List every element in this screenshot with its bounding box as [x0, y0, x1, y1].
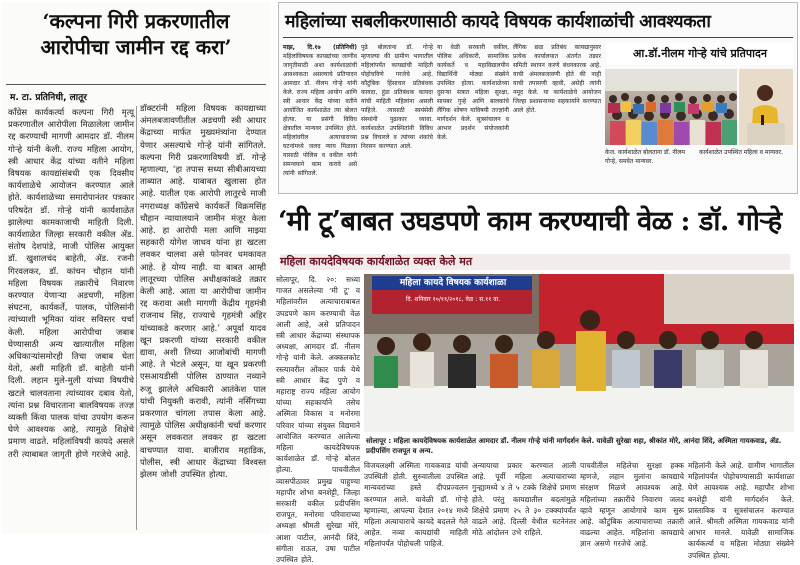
- column-divider: [136, 106, 137, 530]
- bottom-right-column-d: महिलांनी केले आहे. ग्रामीण भागातील महिलांपर्यंत पोहोचण्यासाठी कार्यशाळा घेणे आवश्यक आहे. महापौर शोभा बनशेट्टी यांनी मार्गदर्शन केले. प्रास्ताविक व सूत्रसंचालन करण्यात आले. श्रीमती अस्मिता गायकवाड यांनी आभार मानले. यावेळी सामाजिक कार्यकर्त्या व महिला मोठ्या संख्येने उपस्थित होत्या.: [688, 461, 794, 560]
- top-right-column-1: [283, 43, 357, 188]
- left-headline-line1: ‘कल्पना गिरी प्रकरणातील: [42, 9, 230, 33]
- left-byline: म. टा. प्रतिनिधी, लातूर: [10, 93, 87, 103]
- workshop-photo-caption: सोलापूर : महिला कायदेविषयक कार्यशाळेत आमदार डॉ. नीलम गोऱ्हे यांनी मार्गदर्शन केले. यावेळी सुरेखा शहा, श्रीकांत मोरे, आनंदा शिंदे, अस्मिता गायकवाड, ॲड. प्रदीपसिंग राजपूत व अन्य.: [366, 437, 782, 455]
- top-right-column-1-text: महिलांविषयक कायद्यांच्या जाणीव जागृतीसाठी अशा कार्यशाळांची आवश्यकता असल्याचे प्रतिपादन आमदार डॉ. नीलम गोऱ्हे यांनी केले. राज्य महिला आयोग आणि स्त्री आधार केंद्र यांच्या वतीने आयोजित कार्यशाळेत त्या बोलत होत्या. या प्रसंगी विविध क्षेत्रातील मान्यवर उपस्थित होते. महिलांवरील अत्याचाराच्या घटनांमध्ये जलद न्याय मिळावा यासाठी पोलिस व वकील यांनी समन्वयाने काम करावे असे त्यांनी सांगितले.: [283, 53, 357, 177]
- audience-photo: [605, 69, 737, 145]
- top-right-column-4: लैंगिक छळ प्रतिबंध कायद्यानुसार प्रत्येक कार्यालयात अंतर्गत तक्रार समिती स्थापन करणे बंधनकारक आहे. याची अंमलबजावणी होते की नाही याची तपासणी व्हावी, असेही त्यांनी नमूद केले. या कार्यशाळेचे आयोजन जिल्हा प्रशासनाच्या सहकार्याने करण्यात आले होते.: [513, 44, 601, 114]
- bottom-right-column-c: पाचवीतील महिलेचा सुरक्षा हक्क म्हणजे, लहान मुलांना कायद्याचे संरक्षण मिळणे आवश्यक आहे. महिलांच्या तक्रारींचे निवारण जलद व्हावे म्हणून आयोगाचे काम सुरू आहे. कौटुंबिक अत्याचाराच्या तक्रारी वाढल्या आहेत. महिलांना कायद्याचे ज्ञान असणे गरजेचे आहे.: [580, 461, 684, 549]
- left-article-column-2: डॉक्टरांनी महिला विषयक कायद्याच्या अंमलबजावणीतील अडचणी स्त्री आधार केंद्राच्या मार्फत मुख्यमंत्र्यांना देण्यात येणार असल्याचे गोऱ्हे यांनी सांगितले. कल्पना गिरी प्रकरणाविषयी डॉ. गोऱ्हे म्हणाल्या, ‘हा तपास सध्या सीबीआयच्या ताब्यात आहे. याबाबत खुलासा होत आहे. यातील एक आरोपी लातूरचे माजी नगराध्यक्ष काँग्रेसचे कार्यकर्ते विक्रमसिंह चौहान न्यायालयाने जामीन मंजूर केला आहे. हा आरोपी मला आणि माझ्या सहकारी योगेश जाधव यांना हा खटला लवकर चालवा असे फोनवर धमकावत आहे. हे योग्य नाही. या बाबत आम्ही लातूरच्या पोलिस अधीक्षकांकडे तक्रार केली आहे. आता या आरोपीचा जामीन रद्द करावा अशी मागणी केंद्रीय गृहमंत्री राजनाथ सिंह, राज्याचे गृहमंत्री अहिर यांच्याकडे करणार आहे.’ अपूर्वा यादव खून प्रकरणी यांच्या सरकारी वकील द्यावा, अशी तिच्या आजोबांची मागणी आहे. ते भेटले असून, या खून प्रकरणी एसआयडीसी पोलिस ठाण्यात नव्याने रुजू झालेले अधिकारी आतंकेश पाल यांची नियुक्ती करावी, त्यांनी नर्सिंगच्या प्रकरणात चांगला तपास केला आहे. त्यामुळे पोलिस अधीक्षकांनी चर्चा करणार असून लवकरात लवकर हा खटला वाचण्यात यावा. बाजीराव महाडिक, पोलीस, स्त्री आधार केंद्राच्या विश्वस्त झेलम जोशी उपस्थित होत्या.: [140, 103, 266, 480]
- workshop-photo: [364, 274, 794, 432]
- banner-subtext: दि. शनिवार १०/११/२०१८, वेळ : स.११ वा.: [405, 296, 501, 303]
- bottom-right-lead-column: सोलापूर, दि. २०: सध्या गाजत असलेल्या ‘मी टू’ व महिलांवरील अत्याचाराबाबत उघडपणे काम करण्याची वेळ आली आहे, असे प्रतिपादन स्त्री आधार केंद्राच्या संस्थापक अध्यक्षा, आमदार डॉ. नीलम गोऱ्हे यांनी केले. अक्कलकोट रस्त्यावरील ओंकार पार्क येथे स्त्री आधार केंद्र पुणे व महाराष्ट्र राज्य महिला आयोग यांच्या सहकार्याने तसेच अस्मिता विकास व मनोरमा परिवार यांच्या संयुक्त विद्यमाने आयोजित करण्यात आलेल्या महिला कायदेविषयक कार्यशाळेत डॉ. गोऱ्हे बोलत होत्या. पाचवीतील व्यासपीठावर प्रमुख पाहुण्या महापौर शोभा बनशेट्टी, जिल्हा सरकारी वकील प्रदीपसिंग राजपूत, मनोरमा परिवाराच्या अध्यक्षा श्रीमती सुरेखा मोरे, आशा पाटील, आनंदी शिंदे, संगीता राऊत, उषा पाटील उपस्थित होते.: [276, 275, 360, 565]
- audience-photo-image: [605, 69, 737, 145]
- top-right-headline: महिलांच्या सबलीकरणासाठी कायदे विषयक कार्यशाळांची आवश्यकता: [285, 12, 711, 32]
- top-right-column-3: या वेळी सरकारी वकील, पोलिस अधिकारी, सामाजिक कार्यकर्ते व महाविद्यालयीन विद्यार्थिनी मोठ्या संख्येने उपस्थित होत्या. कार्यशाळेच्या दुसऱ्या सत्रात महिला सुरक्षा, सायबर गुन्हे आणि बालकांचे लैंगिक शोषण याविषयी तज्ज्ञांनी मार्गदर्शन केले. सूत्रसंचालन व आभार प्रदर्शन संयोजकांनी केले.: [437, 44, 509, 141]
- bottom-right-column-b: अन्यायाचा प्रकार करण्यात आली आहे. पूर्वी महिला अत्याचाराच्या गुन्ह्यामध्ये ४ ते ५ टक्के शिक्षेचे प्रमाण होते. परंतु कायद्यातील बदलांमुळे शिक्षेचे प्रमाण २५ ते ३० टक्क्यांपर्यंत वाढले आहे. दिल्ली येथील घटनेनंतर मोठे आंदोलन उभे राहिले.: [472, 461, 576, 538]
- left-article-column-1: काँग्रेस कार्यकर्त्या कल्पना गिरी मृत्यू प्रकरणातील आरोपीला मिळालेला जामीन रद्द करण्याची मागणी आमदार डॉ. नीलम गोऱ्हे यांनी केली. राज्य महिला आयोग, स्त्री आधार केंद्र यांच्या वतीने महिला विषयक कायद्यांसंबधी एक दिवसीय कार्यशाळेचे आयोजन करण्यात आले होते. कार्यशाळेच्या समारोपानंतर पत्रकार परिषदेत डॉ. गोऱ्हे यांनी कार्यशाळेत झालेल्या कामकाजाची माहिती दिली. कार्यशाळेत जिल्हा सरकारी वकील ॲड. संतोष देशपांडे, माजी पोलिस आयुक्त डॉ. खुशालचंद बाहेती, ॲड. रजनी गिरवलकर, डॉ. कांचन चौहान यांनी महिला विषयक तक्रारीचे निवारण करण्यात येणाऱ्या अडचणी, महिला संघटना, कार्यकर्ते, पालक, पोलिसांनी त्यांच्याशी भूमिका यांवर सविस्तर चर्चा केली. महिला आरोपीचा जबाब घेण्यासाठी अन्य खात्यातील महिला अधिकाऱ्यांसमोरही तिचा जबाब घेता येतो, अशी माहिती डॉ. बाहेती यांनी दिली. लहान मुले-मुली यांच्या विषयीचे खटले चालवताना त्यांच्यावर दबाव येतो, त्यांना प्रश्न विचारताना बालविषयक तज्ज्ञ व्यक्ती किंवा पालक यांचा उपयोग करून घेणे आवश्यक आहे, त्यामुळे शिक्षेचे प्रमाण वाढते. महिलांविषयी कायदे असले तरी त्याबाबत जागृती होणे गरजेचे आहे.: [8, 107, 134, 459]
- bottom-right-headline: ‘मी टू’बाबत उघडपणे काम करण्याची वेळ : डॉ. गोऱ्हे: [278, 206, 782, 237]
- speaker-photo: [739, 69, 793, 145]
- top-right-news-clipping: [278, 2, 798, 194]
- left-headline-line2: आरोपीचा जामीन रद्द करा’: [40, 35, 232, 59]
- speaker-photo-image: [739, 69, 793, 145]
- banner-title: महिला कायदे विषयक कार्यशाळा: [399, 278, 507, 288]
- top-right-column-2: पुढे बोलताना डॉ. गोऱ्हे म्हणाल्या की ग्रामीण भागातील महिलांपर्यंत कायद्यांची माहिती पोहोचविणे गरजेचे आहे. कौटुंबिक हिंसाचार प्रतिबंधक कायदा, हुंडा प्रतिबंधक कायदा यांची माहिती महिलांना असली पाहिजे. त्यासाठी स्वयंसेवी संस्थांनी पुढाकार घ्यावा. कार्यशाळेत उपस्थितांनी विविध प्रश्न विचारले व त्यांच्या शंकांचे निरसन करण्यात आले.: [361, 44, 433, 150]
- left-news-clipping: [2, 2, 270, 534]
- bottom-right-kicker: महिला कायदेविषयक कार्यशाळेत व्यक्त केले मत: [280, 254, 790, 270]
- top-right-subhead: आ.डॉ.नीलम गोऱ्हे यांचे प्रतिपादन: [607, 43, 793, 65]
- photo-caption-1: केज. कार्यशाळेत बोलताना डॉ. नीलम गोऱ्हे, समवेत मान्यवर.: [605, 149, 685, 165]
- headline-divider: [283, 37, 793, 38]
- left-headline: [10, 8, 262, 60]
- headline-divider: [6, 84, 266, 85]
- top-right-dateline: माझ, दि.१७ (प्रतिनिधी): [283, 44, 357, 51]
- bottom-right-column-a: विजयलक्ष्मी अस्मिता गायकवाड यांची उपस्थिती होती. सुरुवातीला उपस्थित मान्यवरांच्या हस्ते दीपप्रज्वलन करण्यात आले. यावेळी डॉ. गोऱ्हे म्हणाल्या, आपल्या देशात २०१४ मध्ये महिला अत्याचाराचे कायदे बदलले गेले आहेत. नव्या कायद्यांची माहिती महिलांपर्यंत पोहोचली पाहिजे.: [364, 461, 468, 549]
- photo-caption-2: कार्यशाळेत उपस्थित महिला व मान्यवर.: [699, 149, 783, 156]
- bottom-right-news-clipping: [272, 198, 798, 565]
